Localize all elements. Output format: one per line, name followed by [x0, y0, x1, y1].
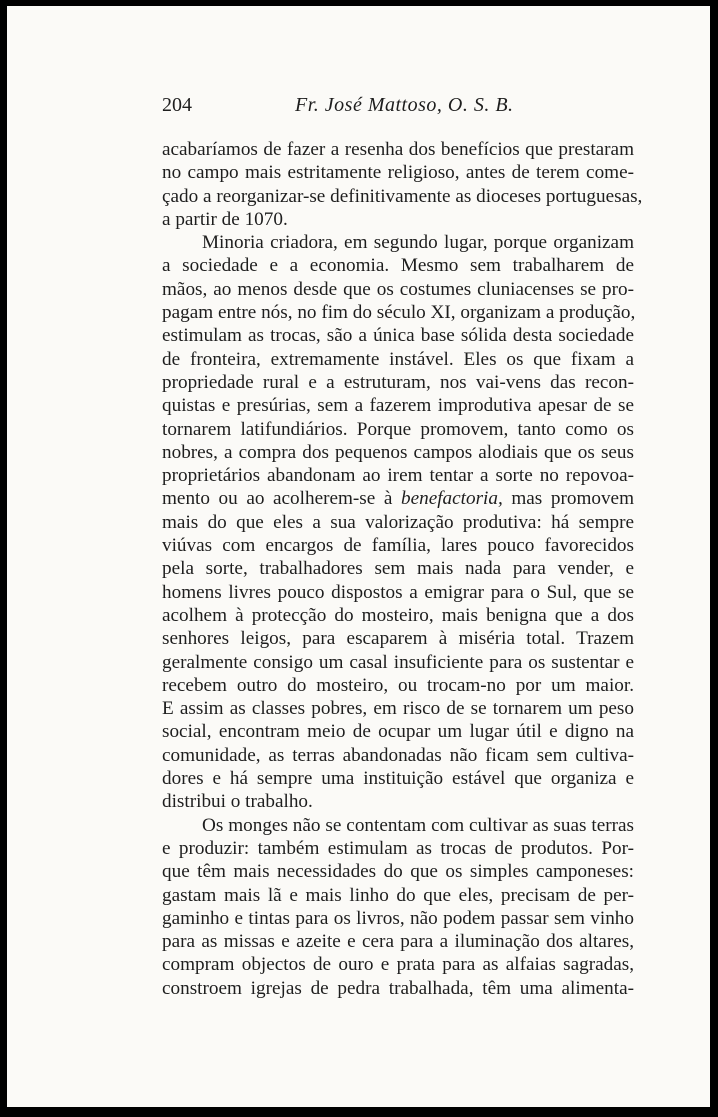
text-line: de fronteira, extremamente instável. Eles os que fixam a — [162, 348, 634, 370]
text-line: pela sorte, trabalhadores sem mais nada para vender, e — [162, 558, 634, 580]
text-line: comunidade, as terras abandonadas não ficam sem cultiva- — [162, 744, 634, 766]
text-line: homens livres pouco dispostos a emigrar para o Sul, que se — [162, 581, 634, 603]
page-number: 204 — [162, 94, 192, 116]
text-line: para as missas e azeite e cera para a iluminação dos altares, — [162, 931, 634, 953]
text-line: propriedade rural e a estruturam, nos vai-vens das recon- — [162, 371, 634, 393]
text-line: a partir de 1070. — [162, 208, 288, 230]
text-line: proprietários abandonam ao irem tentar a sorte no repovoa- — [162, 465, 634, 487]
text-line: Os monges não se contentam com cultivar as suas terras — [202, 814, 634, 836]
text-line: tornarem latifundiários. Porque promovem, tanto como os — [162, 418, 634, 440]
text-line: E assim as classes pobres, em risco de se tornarem um peso — [162, 698, 634, 720]
text-line — [162, 487, 634, 510]
text-line: constroem igrejas de pedra trabalhada, têm uma alimenta- — [162, 977, 634, 999]
text-line: e produzir: também estimulam as trocas de produtos. Por- — [162, 837, 634, 859]
text-line: que têm mais necessidades do que os simples camponeses: — [162, 861, 634, 883]
text-line: Minoria criadora, em segundo lugar, porque organizam — [202, 232, 634, 254]
text-line: compram objectos de ouro e prata para as alfaias sagradas, — [162, 954, 634, 976]
text-line: geralmente consigo um casal insuficiente para os sustentar e — [162, 651, 634, 673]
text-line: gastam mais lã e mais linho do que eles, precisam de per- — [162, 884, 634, 906]
page-header — [162, 94, 634, 124]
text-line: a sociedade e a economia. Mesmo sem trabalharem de — [162, 255, 634, 277]
italic-term: benefactoria, — [401, 488, 503, 510]
text-line: pagam entre nós, no fim do século XI, organizam a produção, — [162, 302, 636, 324]
text-line: estimulam as trocas, são a única base sólida desta sociedade — [162, 325, 634, 347]
text-line: recebem outro do mosteiro, ou trocam-no por um maior. — [162, 674, 634, 696]
text-segment: mento ou ao acolherem-se à — [162, 488, 401, 510]
text-line: no campo mais estritamente religioso, antes de terem come- — [162, 162, 634, 184]
text-line: viúvas com encargos de família, lares pouco favorecidos — [162, 535, 634, 557]
text-line: gaminho e tintas para os livros, não podem passar sem vinho — [162, 907, 634, 929]
text-line: quistas e presúrias, sem a fazerem improdutiva apesar de se — [162, 395, 634, 417]
text-line: acabaríamos de fazer a resenha dos benefícios que prestaram — [162, 139, 634, 160]
book-page — [7, 6, 710, 1107]
text-line: mãos, ao menos desde que os costumes cluniacenses se pro- — [162, 278, 634, 300]
text-line: distribui o trabalho. — [162, 791, 313, 813]
text-line: mais do que eles a sua valorização produtiva: há sempre — [162, 511, 634, 533]
text-line: dores e há sempre uma instituição estável que organiza e — [162, 768, 634, 790]
text-line: nobres, a compra dos pequenos campos alodiais que os seus — [162, 441, 634, 463]
text-line: çado a reorganizar-se definitivamente as dioceses portuguesas, — [162, 185, 643, 207]
text-line: acolhem à protecção do mosteiro, mais benigna que a dos — [162, 604, 634, 626]
text-line: senhores leigos, para escaparem à miséria total. Trazem — [162, 628, 634, 650]
text-segment: mas promovem — [502, 488, 634, 510]
running-head: Fr. José Mattoso, O. S. B. — [295, 94, 514, 116]
text-line: social, encontram meio de ocupar um lugar útil e digno na — [162, 721, 634, 743]
body-text — [162, 138, 643, 1000]
